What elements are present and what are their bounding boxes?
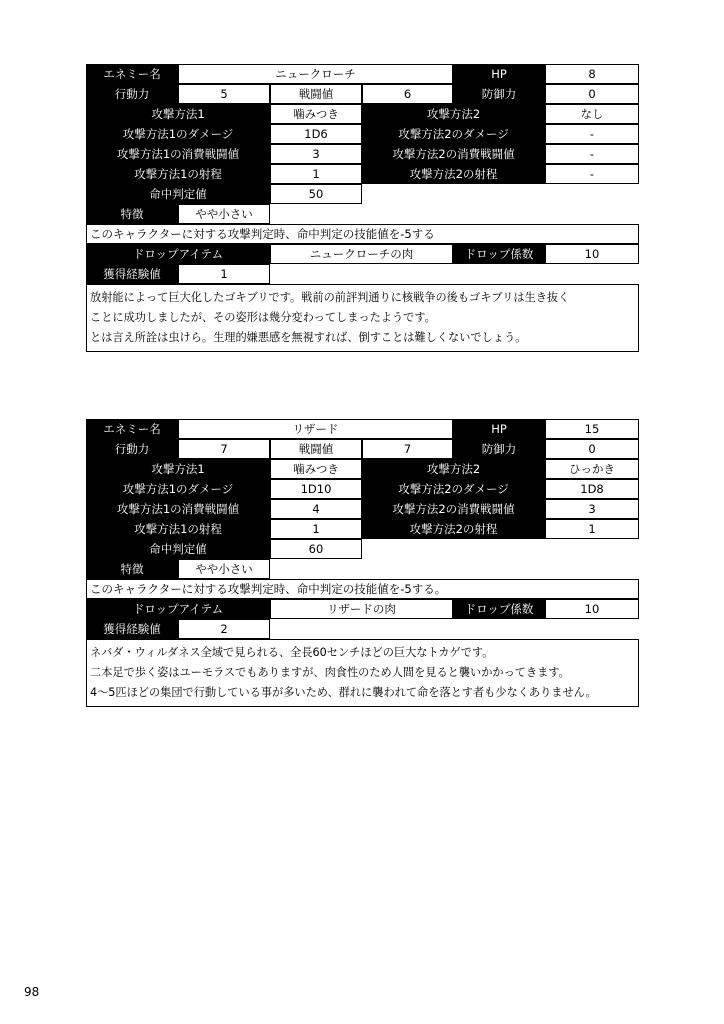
drop-row [86,244,639,264]
enemy-sheet-lizard [86,419,639,707]
range2-value: - [545,164,639,184]
note-row [86,579,639,599]
hit-value: 60 [270,539,362,559]
drop-rate-label: ドロップ係数 [453,599,545,619]
exp-row [86,264,639,284]
range-row [86,164,639,184]
description-line: 二本足で歩く姿はユーモラスでもありますが、肉食性のため人間を見ると襲いかかってきます。 [90,666,570,679]
hit-row [86,539,639,559]
hp-value: 8 [545,64,639,84]
cost2-value: - [545,144,639,164]
dmg2-label: 攻撃方法2のダメージ [362,479,545,499]
stats-row [86,439,639,459]
cost-row [86,144,639,164]
drop-rate-value: 10 [545,244,639,264]
exp-label: 獲得経験値 [86,619,178,639]
trait-label: 特徴 [86,204,178,224]
damage-row [86,124,639,144]
trait-row [86,204,639,224]
description-box [86,639,639,707]
defense-value: 0 [545,84,639,104]
atk1-label: 攻撃方法1 [86,104,270,124]
combat-value: 6 [362,84,453,104]
defense-label: 防御力 [453,84,545,104]
hit-row [86,184,639,204]
range1-value: 1 [270,164,362,184]
atk1-label: 攻撃方法1 [86,459,270,479]
trait-row [86,559,639,579]
drop-row [86,599,639,619]
range2-value: 1 [545,519,639,539]
dmg1-label: 攻撃方法1のダメージ [86,124,270,144]
action-value: 7 [178,439,270,459]
exp-value: 2 [178,619,270,639]
range1-value: 1 [270,519,362,539]
exp-row [86,619,639,639]
atk1-value: 噛みつき [270,104,362,124]
dmg2-label: 攻撃方法2のダメージ [362,124,545,144]
description-box [86,284,639,352]
dmg2-value: 1D8 [545,479,639,499]
description-line: ネバダ・ウィルダネス全域で見られる、全長60センチほどの巨大なトカゲです。 [90,646,494,659]
atk2-label: 攻撃方法2 [362,104,545,124]
description-line: 放射能によって巨大化したゴキブリです。戦前の前評判通りに核戦争の後もゴキブリは生き抜く [90,291,570,304]
cost1-label: 攻撃方法1の消費戦闘値 [86,499,270,519]
trait-value: やや小さい [178,559,270,579]
exp-label: 獲得経験値 [86,264,178,284]
name-label: エネミー名 [86,64,178,84]
exp-value: 1 [178,264,270,284]
name-label: エネミー名 [86,419,178,439]
atk1-value: 噛みつき [270,459,362,479]
dmg1-value: 1D10 [270,479,362,499]
drop-rate-label: ドロップ係数 [453,244,545,264]
attack-row [86,104,639,124]
name-row [86,64,639,84]
cost-row [86,499,639,519]
cost2-label: 攻撃方法2の消費戦闘値 [362,144,545,164]
attack-row [86,459,639,479]
dmg1-label: 攻撃方法1のダメージ [86,479,270,499]
hit-label: 命中判定値 [86,184,270,204]
dmg2-value: - [545,124,639,144]
page-number: 98 [24,985,40,999]
range-row [86,519,639,539]
hp-value: 15 [545,419,639,439]
trait-value: やや小さい [178,204,270,224]
atk2-value: ひっかき [545,459,639,479]
cost1-value: 4 [270,499,362,519]
note-text: このキャラクターに対する攻撃判定時、命中判定の技能値を-5する [86,224,639,244]
name-value: リザード [178,419,453,439]
hit-value: 50 [270,184,362,204]
note-row [86,224,639,244]
cost1-value: 3 [270,144,362,164]
range1-label: 攻撃方法1の射程 [86,519,270,539]
name-value: ニュークローチ [178,64,453,84]
name-row [86,419,639,439]
description-line: ことに成功しましたが、その姿形は幾分変わってしまったようです。 [90,311,436,324]
drop-item-value: ニュークローチの肉 [270,244,453,264]
defense-value: 0 [545,439,639,459]
hp-label: HP [453,419,545,439]
dmg1-value: 1D6 [270,124,362,144]
note-text: このキャラクターに対する攻撃判定時、命中判定の技能値を-5する。 [86,579,639,599]
defense-label: 防御力 [453,439,545,459]
stats-row [86,84,639,104]
description-line: 4～5匹ほどの集団で行動している事が多いため、群れに襲われて命を落とす者も少なくありません。 [90,686,597,699]
enemy-sheet-newcroach [86,64,639,352]
drop-item-label: ドロップアイテム [86,599,270,619]
drop-item-value: リザードの肉 [270,599,453,619]
atk2-value: なし [545,104,639,124]
range2-label: 攻撃方法2の射程 [362,519,545,539]
range1-label: 攻撃方法1の射程 [86,164,270,184]
drop-rate-value: 10 [545,599,639,619]
trait-label: 特徴 [86,559,178,579]
cost1-label: 攻撃方法1の消費戦闘値 [86,144,270,164]
combat-label: 戦闘値 [270,439,362,459]
atk2-label: 攻撃方法2 [362,459,545,479]
action-label: 行動力 [86,84,178,104]
action-value: 5 [178,84,270,104]
hp-label: HP [453,64,545,84]
cost2-value: 3 [545,499,639,519]
description-line: とは言え所詮は虫けら。生理的嫌悪感を無視すれば、倒すことは難しくないでしょう。 [90,331,527,344]
action-label: 行動力 [86,439,178,459]
range2-label: 攻撃方法2の射程 [362,164,545,184]
combat-label: 戦闘値 [270,84,362,104]
cost2-label: 攻撃方法2の消費戦闘値 [362,499,545,519]
drop-item-label: ドロップアイテム [86,244,270,264]
combat-value: 7 [362,439,453,459]
hit-label: 命中判定値 [86,539,270,559]
damage-row [86,479,639,499]
